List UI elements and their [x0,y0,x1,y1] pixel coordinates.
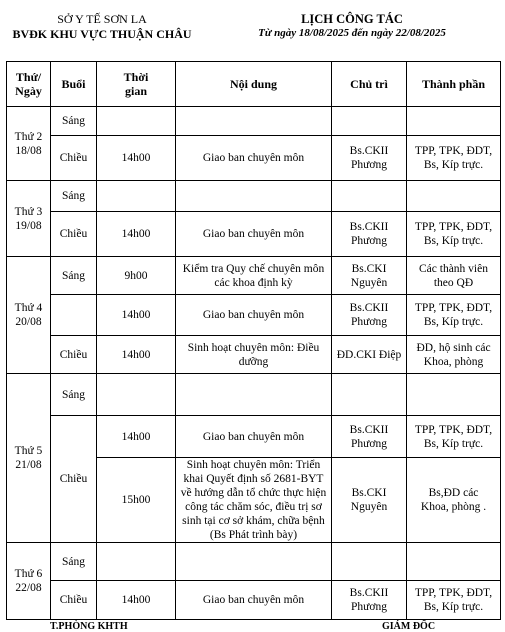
content-cell: Sinh hoạt chuyên môn: Điều dưỡng [176,336,332,374]
session-cell: Sáng [51,181,97,212]
session-cell: Sáng [51,107,97,136]
time-cell: 14h00 [97,581,176,620]
day-cell: Thứ 6 22/08 [7,543,51,620]
session-cell: Chiều [51,581,97,620]
day-cell: Thứ 4 20/08 [7,257,51,374]
footer-right-signature: GIÁM ĐỐC [382,621,436,632]
chair-cell: Bs.CKI Nguyên [332,458,407,543]
time-cell: 14h00 [97,336,176,374]
chair-cell: Bs.CKI Nguyên [332,257,407,295]
chair-cell: Bs.CKII Phương [332,416,407,458]
session-cell: Chiều [51,416,97,543]
day-cell: Thứ 5 21/08 [7,374,51,543]
content-cell: Giao ban chuyên môn [176,295,332,336]
document-title: LỊCH CÔNG TÁC [301,12,403,26]
table-row [7,295,501,336]
schedule-table [6,61,501,620]
date-range: Từ ngày 18/08/2025 đến ngày 22/08/2025 [258,27,446,39]
session-cell: Chiều [51,336,97,374]
members-cell: TPP, TPK, ĐDT, Bs, Kíp trực. [407,136,501,181]
hospital-name: BVĐK KHU VỰC THUẬN CHÂU [12,27,192,41]
column-header-content: Nội dung [176,62,332,107]
members-cell: TPP, TPK, ĐDT, Bs, Kíp trực. [407,212,501,257]
chair-cell: ĐD.CKI Điệp [332,336,407,374]
table-row [7,212,501,257]
time-cell: 14h00 [97,295,176,336]
footer-left-signature: T.PHÒNG KHTH [50,621,128,632]
content-cell: Giao ban chuyên môn [176,416,332,458]
members-cell: Bs,ĐD các Khoa, phòng . [407,458,501,543]
chair-cell: Bs.CKII Phương [332,581,407,620]
department-name: SỞ Y TẾ SƠN LA [57,12,147,26]
column-header-time: Thời gian [97,62,176,107]
chair-cell: Bs.CKII Phương [332,136,407,181]
members-cell: Các thành viên theo QĐ [407,257,501,295]
content-cell: Giao ban chuyên môn [176,581,332,620]
page-header [0,0,505,62]
table-row [7,107,501,136]
table-row [7,181,501,212]
column-header-day: Thứ/ Ngày [7,62,51,107]
time-cell: 14h00 [97,212,176,257]
chair-cell: Bs.CKII Phương [332,295,407,336]
column-header-chair: Chủ trì [332,62,407,107]
table-row [7,581,501,620]
column-header-session: Buổi [51,62,97,107]
members-cell: TPP, TPK, ĐDT, Bs, Kíp trực. [407,295,501,336]
content-cell: Giao ban chuyên môn [176,212,332,257]
column-header-members: Thành phần [407,62,501,107]
time-cell: 15h00 [97,458,176,543]
content-cell: Sinh hoạt chuyên môn: Triển khai Quyết định số 2681-BYT về hướng dẫn tổ chức thực hiện công tác chăm sóc, điều trị sơ sinh tại cơ sở khám, chữa bệnh (Bs Phát trình bày) [176,458,332,543]
time-cell: 14h00 [97,136,176,181]
members-cell: ĐD, hộ sinh các Khoa, phòng [407,336,501,374]
table-row [7,543,501,581]
session-cell: Chiều [51,136,97,181]
table-row [7,416,501,458]
session-cell: Sáng [51,374,97,416]
day-cell: Thứ 2 18/08 [7,107,51,181]
time-cell: 9h00 [97,257,176,295]
table-header-row [7,62,501,107]
session-cell: Chiều [51,212,97,257]
table-row [7,336,501,374]
table-row [7,374,501,416]
time-cell: 14h00 [97,416,176,458]
chair-cell: Bs.CKII Phương [332,212,407,257]
table-row [7,257,501,295]
table-row [7,136,501,181]
session-cell: Sáng [51,257,97,295]
content-cell: Kiểm tra Quy chế chuyên môn các khoa định kỳ [176,257,332,295]
session-cell: Sáng [51,543,97,581]
content-cell: Giao ban chuyên môn [176,136,332,181]
members-cell: TPP, TPK, ĐDT, Bs, Kíp trực. [407,416,501,458]
day-cell: Thứ 3 19/08 [7,181,51,257]
members-cell: TPP, TPK, ĐDT, Bs, Kíp trực. [407,581,501,620]
